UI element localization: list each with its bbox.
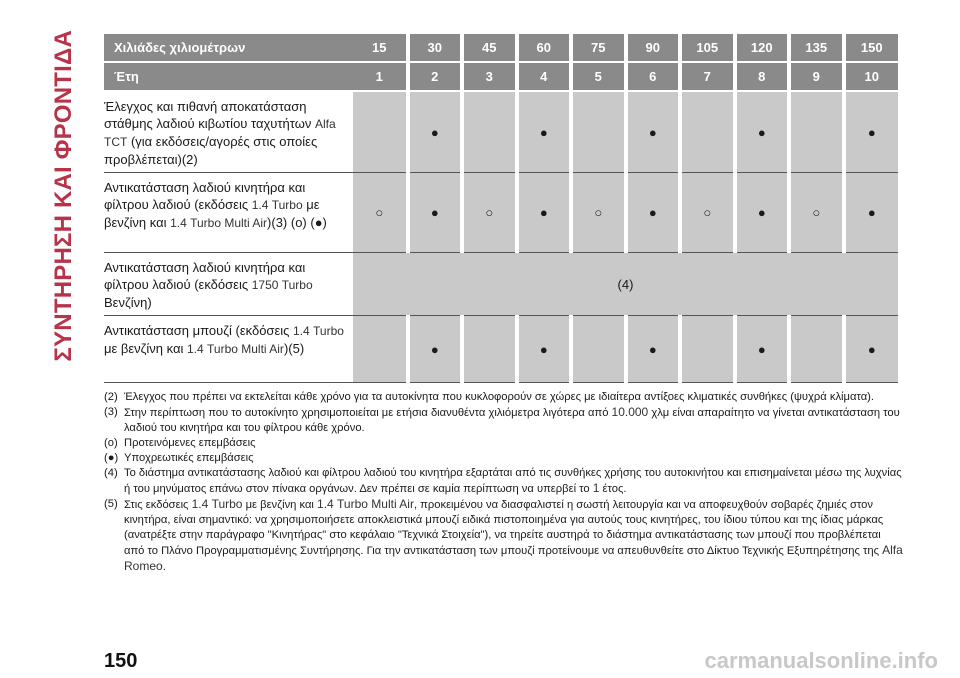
footnote-mark: (2) bbox=[104, 391, 118, 403]
year-header-cell: 10 bbox=[844, 62, 899, 91]
year-header-cell: 9 bbox=[789, 62, 844, 91]
year-header-cell: 4 bbox=[517, 62, 572, 91]
year-header-cell: 7 bbox=[680, 62, 735, 91]
text-part: 1.4 Turbo bbox=[293, 324, 344, 338]
footnote-text bbox=[124, 466, 904, 497]
page-number: 150 bbox=[104, 650, 138, 672]
mandatory-dot: ● bbox=[517, 316, 572, 383]
footnote bbox=[104, 405, 904, 436]
mandatory-dot: ● bbox=[626, 173, 681, 253]
schedule-row bbox=[104, 316, 898, 383]
empty-cell bbox=[680, 316, 735, 383]
watermark-text: carmanualsonline.info bbox=[704, 648, 938, 673]
row-label bbox=[104, 316, 353, 383]
footnote bbox=[104, 466, 904, 497]
years-header-row bbox=[104, 62, 898, 91]
text-part: 1.4 Turbo Multi Air bbox=[317, 497, 414, 511]
text-part: Έλεγχος που πρέπει να εκτελείται κάθε χρόνο για τα αυτοκίνητα που κυκλοφορούν σε χώρες με ιδιαίτερα αντίξοες κλιματικές συνθήκες (ψυχρά κλίματα). bbox=[124, 391, 875, 403]
recommended-circle: ○ bbox=[680, 173, 735, 253]
text-part: . bbox=[162, 561, 166, 573]
mandatory-dot: ● bbox=[844, 173, 899, 253]
schedule-row bbox=[104, 253, 898, 316]
km-header-cell: 90 bbox=[626, 34, 681, 62]
text-part: χλμ είναι απαραίτητο να γίνεται αντικατάσταση του λαδιού του κινητήρα και του φίλτρου κάθε χρόνο. bbox=[124, 407, 900, 434]
km-header-cell: 150 bbox=[844, 34, 899, 62]
text-part: Βενζίνη) bbox=[104, 295, 152, 310]
mandatory-dot: ● bbox=[517, 173, 572, 253]
text-part: έτος. bbox=[599, 483, 627, 495]
empty-cell bbox=[353, 91, 408, 173]
text-part: (για εκδόσεις/αγορές στις οποίες προβλέπεται)(2) bbox=[104, 134, 318, 167]
text-part: Στην περίπτωση που το αυτοκίνητο χρησιμοποιείται με ετήσια διανυθέντα χιλιόμετρα λιγότερα από bbox=[124, 407, 612, 419]
text-part: Στις εκδόσεις bbox=[124, 499, 192, 511]
text-part: )(5) bbox=[283, 341, 305, 356]
km-header-cell: 30 bbox=[408, 34, 463, 62]
footnote-text bbox=[124, 405, 904, 436]
footnote-text bbox=[124, 451, 904, 466]
row-label bbox=[104, 173, 353, 253]
footnote-text bbox=[124, 390, 904, 405]
mandatory-dot: ● bbox=[735, 91, 790, 173]
footnote bbox=[104, 451, 904, 466]
year-header-cell: 6 bbox=[626, 62, 681, 91]
footnote bbox=[104, 436, 904, 451]
mandatory-dot: ● bbox=[408, 173, 463, 253]
text-part: 1.4 Turbo Multi Air bbox=[170, 216, 268, 230]
year-header-cell: 8 bbox=[735, 62, 790, 91]
empty-cell bbox=[789, 91, 844, 173]
footnote bbox=[104, 390, 904, 405]
text-part: 1.4 Turbo Multi Air bbox=[187, 342, 284, 356]
text-part: Το διάστημα αντικατάστασης λαδιού και φίλτρου λαδιού του κινητήρα εξαρτάται από τις συνθήκες χρήσης του αυτοκινήτου και επισημαίνεται μέσω της λυχνίας ή του μηνύματος επάνω στον πίνακα οργάνων. Δεν πρέπει σε καμία περίπτωση να υπερβεί το bbox=[124, 467, 902, 495]
year-header-cell: 2 bbox=[408, 62, 463, 91]
footnote-mark: (3) bbox=[104, 406, 118, 418]
text-part: Έλεγχος και πιθανή αποκατάσταση στάθμης λαδιού κιβωτίου ταχυτήτων bbox=[104, 99, 315, 131]
footnote-mark: (ο) bbox=[104, 437, 118, 449]
text-part: με βενζίνη και bbox=[242, 499, 318, 511]
km-header-cell: 60 bbox=[517, 34, 572, 62]
footnote-mark: (●) bbox=[104, 452, 119, 464]
row-label bbox=[104, 253, 353, 316]
text-part: Alfa Romeo bbox=[124, 543, 903, 573]
text-part: , προκειμένου να διασφαλιστεί η σωστή λειτουργία και να αποφευχθούν σοβαρές ζημιές στον κινητήρα, είναι σημαντικό: να χρησιμοποιήσετε αποκλειστικά μπουζί ειδικά πιστοποιημένα για αυτούς τους κινητήρες, του ίδιου τύπου και της ίδιας μάρκας (ανατρέξτε στην παράγραφο "Κινητήρας" στο κεφάλαιο "Τεχνικά Στοιχεία"), να τηρείτε αυστηρά το διάστημα αντικατάστασης των μπουζί που προβλέπεται από το Πλάνο Προγραμματισμένης Συντήρησης. Για την αντικατάσταση των μπουζί προτείνουμε να απευθυνθείτε στο Δίκτυο Τεχνικής Εξυπηρέτησης της bbox=[124, 499, 884, 557]
mandatory-dot: ● bbox=[844, 316, 899, 383]
footnotes bbox=[104, 390, 904, 575]
recommended-circle: ○ bbox=[571, 173, 626, 253]
text-part: Προτεινόμενες επεμβάσεις bbox=[124, 437, 256, 449]
mandatory-dot: ● bbox=[735, 316, 790, 383]
mandatory-dot: ● bbox=[517, 91, 572, 173]
mandatory-dot: ● bbox=[626, 91, 681, 173]
text-part: με βενζίνη και bbox=[104, 341, 187, 356]
footnote-text bbox=[124, 497, 904, 575]
mandatory-dot: ● bbox=[408, 91, 463, 173]
km-header-cell: 75 bbox=[571, 34, 626, 62]
text-part: 1 bbox=[592, 481, 600, 495]
recommended-circle: ○ bbox=[462, 173, 517, 253]
empty-cell bbox=[462, 316, 517, 383]
km-header-cell: 105 bbox=[680, 34, 735, 62]
mandatory-dot: ● bbox=[844, 91, 899, 173]
mandatory-dot: ● bbox=[626, 316, 681, 383]
year-header-cell: 5 bbox=[571, 62, 626, 91]
km-header-cell: 135 bbox=[789, 34, 844, 62]
text-part: Υποχρεωτικές επεμβάσεις bbox=[124, 452, 254, 464]
km-header-cell: 120 bbox=[735, 34, 790, 62]
recommended-circle: ○ bbox=[353, 173, 408, 253]
km-header-label: Χιλιάδες χιλιομέτρων bbox=[104, 34, 353, 62]
row-label bbox=[104, 91, 353, 173]
footnote-mark: (4) bbox=[104, 467, 118, 479]
empty-cell bbox=[571, 91, 626, 173]
empty-cell bbox=[571, 316, 626, 383]
chapter-side-title: ΣΥΝΤΗΡΗΣΗ ΚΑΙ ΦΡΟΝΤΙΔΑ bbox=[50, 30, 77, 362]
text-part: με βενζίνη και bbox=[104, 197, 320, 230]
km-header-cell: 15 bbox=[353, 34, 408, 62]
text-part: 1.4 Turbo bbox=[191, 497, 243, 511]
empty-cell bbox=[680, 91, 735, 173]
text-part: Αντικατάσταση λαδιού κινητήρα και φίλτρου λαδιού (εκδόσεις bbox=[104, 260, 306, 292]
empty-cell bbox=[789, 316, 844, 383]
text-part: 10.000 bbox=[611, 405, 649, 419]
km-header-cell: 45 bbox=[462, 34, 517, 62]
year-header-cell: 3 bbox=[462, 62, 517, 91]
mandatory-dot: ● bbox=[408, 316, 463, 383]
year-header-cell: 1 bbox=[353, 62, 408, 91]
text-part: )(3) (ο) (●) bbox=[267, 215, 327, 230]
spanned-cell: (4) bbox=[353, 253, 898, 316]
text-part: Αντικατάσταση λαδιού κινητήρα και φίλτρου λαδιού (εκδόσεις bbox=[104, 180, 306, 212]
footnote bbox=[104, 497, 904, 575]
text-part: Αντικατάσταση μπουζί (εκδόσεις bbox=[104, 323, 294, 338]
mandatory-dot: ● bbox=[735, 173, 790, 253]
footnote-text bbox=[124, 436, 904, 451]
maintenance-schedule-table bbox=[104, 34, 898, 383]
text-part: Alfa TCT bbox=[104, 117, 336, 149]
schedule-row bbox=[104, 91, 898, 173]
text-part: 1750 Turbo bbox=[251, 278, 313, 292]
recommended-circle: ○ bbox=[789, 173, 844, 253]
years-header-label: Έτη bbox=[104, 62, 353, 91]
schedule-row bbox=[104, 173, 898, 253]
km-header-row bbox=[104, 34, 898, 62]
empty-cell bbox=[353, 316, 408, 383]
footnote-mark: (5) bbox=[104, 498, 118, 510]
text-part: 1.4 Turbo bbox=[251, 198, 303, 212]
empty-cell bbox=[462, 91, 517, 173]
